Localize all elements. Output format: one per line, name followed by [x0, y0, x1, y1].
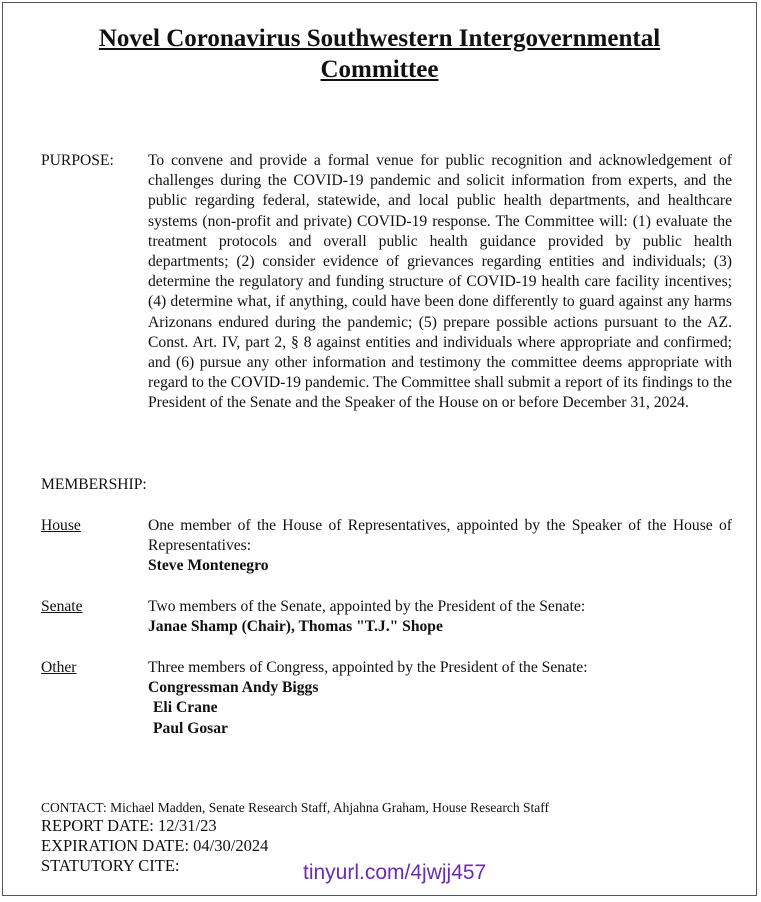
other-member-name: Eli Crane — [153, 699, 218, 717]
statutory-cite: STATUTORY CITE: — [41, 856, 180, 875]
house-label: House — [41, 517, 81, 534]
other-section — [148, 658, 732, 739]
report-date: REPORT DATE: 12/31/23 — [41, 816, 217, 835]
other-description: Three members of Congress, appointed by the President of the Senate: — [148, 659, 588, 676]
other-label: Other — [41, 659, 77, 676]
expiration-date: EXPIRATION DATE: 04/30/2024 — [41, 836, 269, 855]
senate-member-names: Janae Shamp (Chair), Thomas "T.J." Shope — [148, 618, 443, 636]
senate-label: Senate — [41, 598, 83, 615]
senate-description: Two members of the Senate, appointed by the President of the Senate: — [148, 598, 586, 615]
purpose-text: To convene and provide a formal venue for public recognition and acknowledgement of challenges during the COVID-19 pandemic and solicit information from experts, and the public regarding federal, statewide, and local public health departments, and healthcare systems (non-profit and private) COVID-19 response. The Committee will: (1) evaluate the treatment protocols and overall public health guidance provided by public health departments; (2) consider evidence of grievances regarding entities and individuals; (3) determine the regulatory and funding structure of COVID-19 health care facility incentives; (4) determine what, if anything, could have been done differently to guard against any harms Arizonans endured during the pandemic; (5) prepare possible actions pursuant to the AZ. Const. Art. IV, part 2, § 8 against entities and individuals where appropriate and confirmed; and (6) pursue any other information and testimony the committee deems appropriate with regard to the COVID-19 pandemic. The Committee shall submit a report of its findings to the President of the Senate and the Speaker of the House on or before December 31, 2024. — [148, 152, 732, 412]
house-member-name: Steve Montenegro — [148, 557, 269, 575]
house-description: One member of the House of Representatives, appointed by the Speaker of the House of Representatives: — [148, 517, 732, 555]
house-section — [148, 516, 732, 577]
contact-line: CONTACT: Michael Madden, Senate Research Staff, Ahjahna Graham, House Research Staff — [41, 800, 549, 815]
document-title — [3, 23, 756, 85]
title-line-2: Committee — [320, 56, 439, 83]
membership-heading: MEMBERSHIP: — [41, 476, 147, 493]
document-page — [2, 2, 757, 896]
tinyurl-link[interactable]: tinyurl.com/4jwjj457 — [303, 861, 487, 884]
title-line-1: Novel Coronavirus Southwestern Intergovernmental — [98, 25, 661, 52]
other-member-name: Paul Gosar — [153, 719, 228, 737]
senate-section — [148, 597, 732, 637]
other-member-name: Congressman Andy Biggs — [148, 679, 319, 697]
purpose-label: PURPOSE: — [41, 152, 114, 169]
